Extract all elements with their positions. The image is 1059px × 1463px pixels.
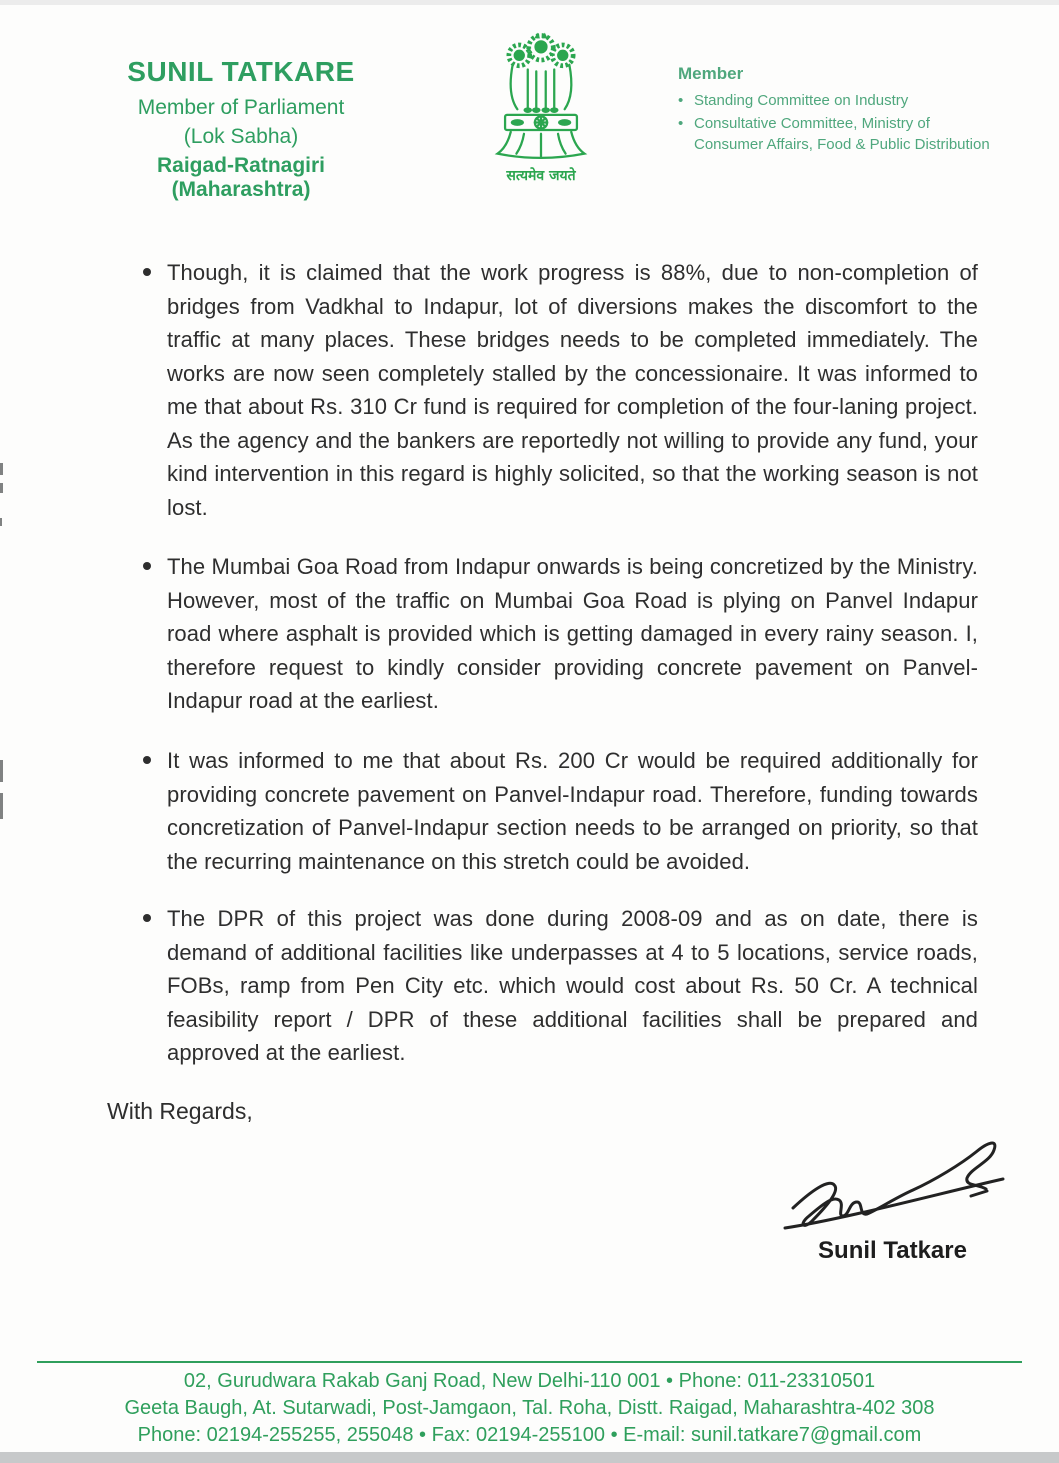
membership-item: [678, 90, 990, 111]
scan-edge-bottom: [0, 1452, 1059, 1463]
bullet-dot: [143, 562, 151, 570]
scan-artifact: [0, 483, 3, 493]
national-emblem: [488, 28, 594, 185]
signature-block: [775, 1130, 1010, 1265]
lion-capital-emblem-icon: [489, 28, 593, 164]
emblem-motto: सत्यमेव जयते: [506, 168, 576, 184]
footer-line-local-address: Geeta Baugh, At. Sutarwadi, Post-Jamgaon, Tal. Roha, Distt. Raigad, Maharashtra-402 308: [124, 1397, 935, 1419]
membership-text: Standing Committee on Industry: [694, 92, 909, 109]
bullet-dot: [143, 914, 151, 922]
handwritten-signature-icon: [775, 1130, 1010, 1235]
mp-role: Member of Parliament: [137, 96, 345, 119]
member-heading: Member: [678, 64, 744, 83]
scan-artifact: [0, 793, 3, 819]
footer-line-phone-email: Phone: 02194-255255, 255048 • Fax: 02194-255100 • E-mail: sunil.tatkare7@gmail.com: [137, 1424, 922, 1446]
letterhead-memberships: [678, 64, 990, 157]
scan-artifact: [0, 760, 3, 782]
letter-bullet-point: [140, 744, 978, 878]
paragraph-text: It was informed to me that about Rs. 200 Cr would be required additionally for providing concrete pavement on Panvel-Indapur road. Therefore, funding towards concretization of Panvel-Indapur section needs to be arranged on priority, so that the recurring maintenance on this stretch could be avoided.: [167, 748, 978, 874]
list-bullet: •: [678, 115, 684, 132]
mp-name: SUNIL TATKARE: [127, 56, 355, 87]
mp-constituency: Raigad-Ratnagiri (Maharashtra): [156, 154, 326, 201]
membership-item: [678, 113, 990, 155]
scan-artifact: [0, 518, 2, 526]
letter-bullet-point: [140, 902, 978, 1070]
scan-edge-top: [0, 0, 1059, 5]
scan-artifact: [0, 463, 3, 475]
closing-salutation: With Regards,: [107, 1098, 253, 1124]
membership-text: Consultative Committee, Ministry of Consumer Affairs, Food & Public Distribution: [694, 115, 990, 153]
letter-bullet-point: [140, 256, 978, 524]
footer-contact: [0, 1368, 1059, 1449]
signatory-name: Sunil Tatkare: [818, 1237, 967, 1264]
letter-bullet-point: [140, 550, 978, 718]
letterhead-identity: [85, 56, 397, 202]
bullet-dot: [143, 756, 151, 764]
paragraph-text: The DPR of this project was done during 2008-09 and as on date, there is demand of additional facilities like underpasses at 4 to 5 locations, service roads, FOBs, ramp from Pen City etc. which would cost about Rs. 50 Cr. A technical feasibility report / DPR of these additional facilities shall be prepared and approved at the earliest.: [167, 906, 978, 1065]
footer-line-delhi-address: 02, Gurudwara Rakab Ganj Road, New Delhi-110 001 • Phone: 011-23310501: [183, 1370, 876, 1392]
list-bullet: •: [678, 92, 684, 109]
bullet-dot: [143, 268, 151, 276]
mp-house: (Lok Sabha): [183, 125, 299, 148]
paragraph-text: Though, it is claimed that the work progress is 88%, due to non-completion of bridges from Vadkhal to Indapur, lot of diversions makes the discomfort to the traffic at many places. These bridges needs to be completed immediately. The works are now seen completely stalled by the concessionaire. It was informed to me that about Rs. 310 Cr fund is required for completion of the four-laning project. As the agency and the bankers are reportedly not willing to provide any fund, your kind intervention in this regard is highly solicited, so that the working season is not lost.: [167, 260, 978, 520]
paragraph-text: The Mumbai Goa Road from Indapur onwards is being concretized by the Ministry. However, most of the traffic on Mumbai Goa Road is plying on Panvel Indapur road where asphalt is provided which is getting damaged in every rainy season. I, therefore request to kindly consider providing concrete pavement on Panvel-Indapur road at the earliest.: [167, 554, 978, 713]
footer-divider: [37, 1361, 1022, 1363]
